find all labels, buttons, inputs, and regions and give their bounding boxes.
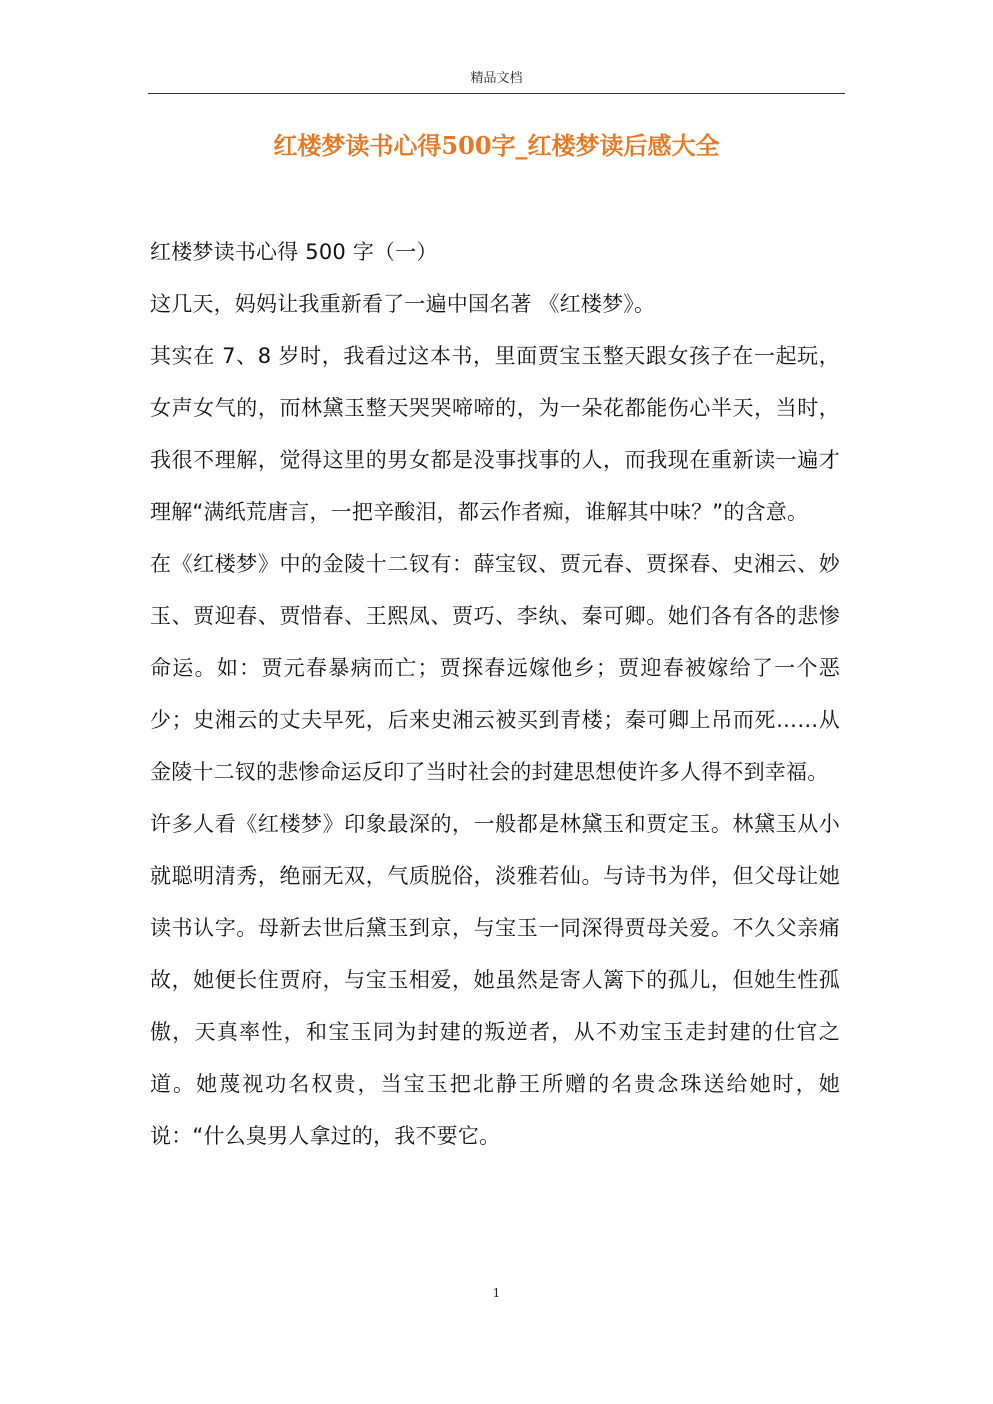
paragraph: 这几天，妈妈让我重新看了一遍中国名著 《红楼梦》。: [150, 292, 656, 316]
page-header: 精品文档: [470, 71, 523, 86]
section-heading: 红楼梦读书心得 500 字（一）: [150, 240, 438, 264]
page-number: 1: [492, 1286, 501, 1300]
header-divider: [148, 93, 845, 94]
paragraph: 许多人看《红楼梦》印象最深的，一般都是林黛玉和贾定玉。林黛玉从小就聪明清秀，绝丽无双，气质脱俗，淡雅若仙。与诗书为伴，但父母让她读书认字。母新去世后黛玉到京，与宝玉一同深得贾母关爱。不久父亲痛故，她便长住贾府，与宝玉相爱，她虽然是寄人篱下的孤儿，但她生性孤傲，天真率性，和宝玉同为封建的叛逆者，从不劝宝玉走封建的仕官之道。她蔑视功名权贵，当宝玉把北静王所赠的名贵念珠送给她时，她说：“什么臭男人拿过的，我不要它。: [150, 812, 840, 1148]
document-body: [150, 226, 840, 1162]
paragraph: 在《红楼梦》中的金陵十二钗有：薛宝钗、贾元春、贾探春、史湘云、妙玉、贾迎春、贾惜春、王熙凤、贾巧、李纨、秦可卿。她们各有各的悲惨命运。如：贾元春暴病而亡；贾探春远嫁他乡；贾迎春被嫁给了一个恶少；史湘云的丈夫早死，后来史湘云被买到青楼；秦可卿上吊而死……从金陵十二钗的悲惨命运反印了当时社会的封建思想使许多人得不到幸福。: [150, 552, 840, 784]
document-title: 红楼梦读书心得500字_红楼梦读后感大全: [273, 131, 720, 160]
paragraph: 其实在 7、8 岁时，我看过这本书，里面贾宝玉整天跟女孩子在一起玩，女声女气的，而林黛玉整天哭哭啼啼的，为一朵花都能伤心半天，当时，我很不理解，觉得这里的男女都是没事找事的人，而我现在重新读一遍才理解“满纸荒唐言，一把辛酸泪，都云作者痴，谁解其中味？”的含意。: [150, 344, 840, 524]
